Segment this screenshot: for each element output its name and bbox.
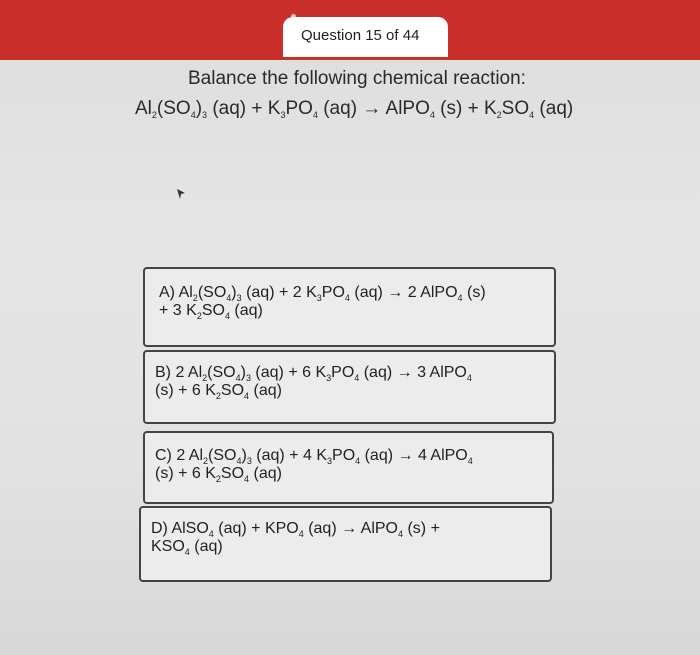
mouse-pointer-icon: [176, 188, 186, 200]
option-c-line-1: C) 2 $Al_2(SO_4)_3$ (aq) + 4 $K_3PO_4$ (aq) → 4 AlPO$_4$: [155, 447, 473, 466]
question-counter-label: Question 15 of 44: [301, 27, 420, 44]
option-b-line-1: B) 2 $Al_2(SO_4)_3$ (aq) + 6 $K_3PO_4$ (aq) → 3 AlPO$_4$: [155, 364, 472, 383]
answer-option-c[interactable]: [143, 431, 554, 504]
answer-option-a[interactable]: [143, 267, 556, 347]
answer-option-d[interactable]: [139, 506, 552, 582]
answer-option-b[interactable]: [143, 350, 556, 424]
option-a-line-2: + 3 $K_2SO_4$ (aq): [159, 302, 263, 321]
option-d-line-1: D) AlSO$_4$ $(aq) + KPO_4$ (aq) → AlPO$_4$ (s) +: [151, 520, 440, 539]
option-c-line-2: (s) + 6 $K_2SO_4$ (aq): [155, 465, 282, 484]
question-equation: $Al_2(SO_4)_3$ $(aq) + K_3PO_4$ (aq) → AlPO$_4$ $(s) + K_2SO_4$ (aq): [135, 98, 574, 120]
option-b-line-2: (s) + 6 $K_2SO_4$ (aq): [155, 382, 282, 401]
question-counter: [283, 17, 448, 57]
option-a-line-1: A) $Al_2(SO_4)_3$ (aq) + 2 $K_3PO_4$ (aq) → 2 AlPO$_4$ (s): [159, 284, 486, 303]
option-d-line-2: $KSO_4$ (aq): [151, 538, 223, 557]
question-instruction: Balance the following chemical reaction:: [188, 68, 526, 89]
quiz-header-bar: [0, 0, 700, 60]
